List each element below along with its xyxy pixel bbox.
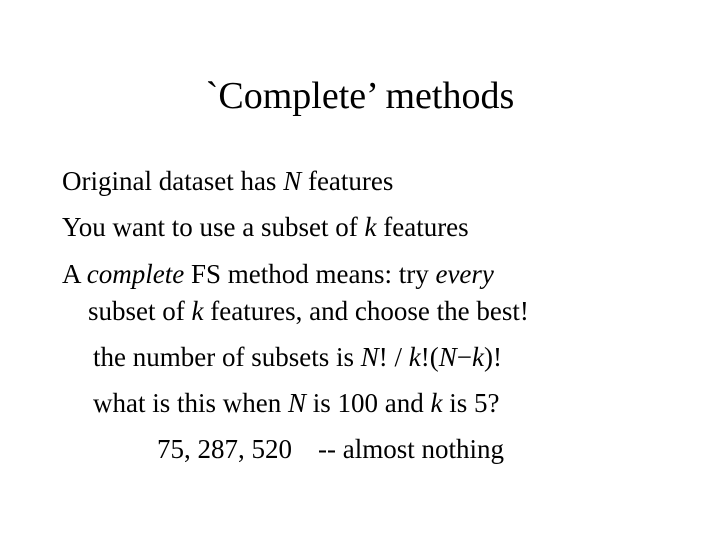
text-run: ! / — [378, 342, 409, 372]
text-run: is 5? — [442, 388, 500, 418]
text-run: k — [408, 342, 421, 372]
text-run: N — [283, 166, 302, 196]
text-run: k — [471, 342, 484, 372]
text-run: the number of subsets is — [93, 342, 361, 372]
bullet-line-3 — [62, 257, 494, 291]
text-run: features, and choose the best! — [203, 296, 529, 326]
text-run: every — [435, 259, 494, 289]
bullet-line-1 — [62, 164, 393, 198]
text-run: complete — [86, 259, 185, 289]
text-run: A — [62, 259, 87, 289]
text-run: k — [430, 388, 443, 418]
text-run: k — [191, 296, 204, 326]
answer-line — [157, 432, 504, 466]
text-run: subset of — [88, 296, 192, 326]
bullet-line-2 — [62, 210, 469, 244]
answer-value: 75, 287, 520 — [157, 434, 292, 464]
text-run: FS method means: try — [184, 259, 436, 289]
text-run: k — [364, 212, 377, 242]
text-run: features — [376, 212, 469, 242]
text-run: what is this when — [93, 388, 288, 418]
sub-bullet-formula — [93, 340, 502, 374]
text-run: N — [288, 388, 307, 418]
text-run: !( — [420, 342, 439, 372]
text-run: − — [456, 342, 472, 372]
text-run: N — [438, 342, 457, 372]
text-run: Original dataset has — [62, 166, 284, 196]
sub-bullet-question — [93, 386, 500, 420]
answer-comment: -- almost nothing — [318, 434, 504, 464]
bullet-line-3-continuation — [88, 294, 529, 328]
text-run: )! — [483, 342, 502, 372]
text-run: You want to use a subset of — [62, 212, 365, 242]
text-run: is 100 and — [306, 388, 431, 418]
slide-title: `Complete’ methods — [205, 75, 515, 117]
text-run: N — [360, 342, 379, 372]
text-run: features — [301, 166, 394, 196]
